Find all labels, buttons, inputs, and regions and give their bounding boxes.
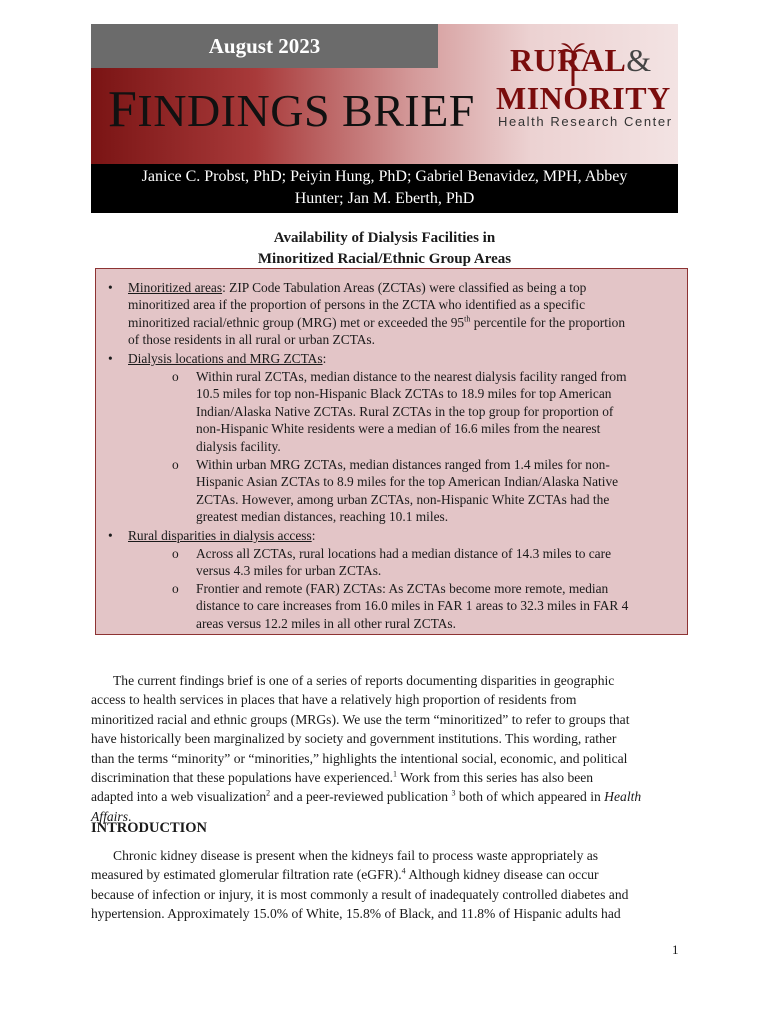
page-number: 1 — [672, 942, 679, 957]
authors-line1: Janice C. Probst, PhD; Peiyin Hung, PhD; Gabriel Benavidez, MPH, Abbey — [141, 168, 628, 185]
bullet-icon: • — [108, 280, 113, 295]
bullet-label: Rural disparities in dialysis access — [128, 528, 312, 543]
intro-paragraph: The current findings brief is one of a series of reports documenting disparities in geographic access to health services in places that have a relatively high proportion of residents from minoritized racial and ethnic groups (MRGs). We use the term “minoritized” to refer to groups that have historically been marginalized by society and government institutions. This wording, rather than the terms “minority” or “minorities,” highlights the intentional social, economic, and political discrimination that these populations have experienced.$^1$ Work from this series has also been adapted into a web visualization$^2$ and a peer-reviewed publication $^3$ both of which appeared in Health Affairs. — [91, 673, 642, 824]
document-title-line1: Availability of Dialysis Facilities in — [273, 230, 496, 246]
brief-title — [108, 80, 475, 139]
introduction-paragraph: Chronic kidney disease is present when the kidneys fail to process waste appropriately as measured by estimated glomerular filtration rate (eGFR).$^4$ Although kidney disease can occur because of infection or injury, it is most commonly a result of inadequately controlled diabetes and hypertension. Approximately 15.0% of White, 15.8% of Black, and 11.8% of Hispanic adults had — [91, 848, 629, 922]
sub-bullet-icon: o — [172, 457, 179, 472]
brief-title-rest: INDINGS BRIEF — [137, 85, 475, 136]
logo-subtitle: Health Research Center — [498, 114, 673, 129]
bullet-label: Dialysis locations and MRG ZCTAs — [128, 351, 323, 366]
date-label: August 2023 — [91, 24, 438, 68]
brief-title-initial: F — [108, 81, 138, 138]
authors-bar — [91, 164, 678, 213]
key-findings-box: • Minoritized areas: ZIP Code Tabulation Areas (ZCTAs) were classified as being a top minoritized area if the proportion of persons in the ZCTA who identified as a specific minoritized racial/ethnic group (MRG) met or exceeded the 95th percentile for the proportion of those residents in all rural or urban ZCTAs. • Dialysis locations and MRG ZCTAs: o Within rural ZCTAs, median distance to the nearest dialysis facility ranged from 10.5 miles for top non-Hispanic Black ZCTAs to 18.9 miles for top American Indian/Alaska Native ZCTAs. Rural ZCTAs in the top group for proportion of non-Hispanic White residents were a median of 16.6 miles from the nearest dialysis facility. o Within urban MRG ZCTAs, median distances ranged from 1.4 miles for non- Hispanic Asian ZCTAs to 8.9 miles for the top American Indian/Alaska Native ZCTAs. However, among urban ZCTAs, non-Hispanic White ZCTAs had the greatest median distances, reaching 10.1 miles. • Rural disparities in dialysis access: o Across all ZCTAs, rural locations had a median distance of 14.3 miles to care versus 4.3 miles for urban ZCTAs. o Frontier and remote (FAR) ZCTAs: As ZCTAs become more remote, median distance to care increases from 16.0 miles in FAR 1 areas to 32.3 miles in FAR 4 areas versus 12.2 miles in all other rural ZCTAs. — [95, 268, 688, 635]
rmhrc-logo — [494, 40, 673, 132]
bullet-icon: • — [108, 528, 113, 543]
bullet-icon: • — [108, 351, 113, 366]
sub-bullet-icon: o — [172, 546, 179, 561]
sub-bullet-icon: o — [172, 581, 179, 596]
logo-line1: RURAL& — [510, 42, 652, 78]
authors-line2: Hunter; Jan M. Eberth, PhD — [294, 190, 475, 207]
document-title — [91, 228, 678, 270]
bullet-label: Minoritized areas — [128, 280, 223, 295]
sub-bullet-icon: o — [172, 369, 179, 384]
logo-line2: MINORITY — [496, 80, 671, 116]
section-heading-introduction: INTRODUCTION — [91, 820, 208, 836]
document-title-line2: Minoritized Racial/Ethnic Group Areas — [257, 251, 512, 267]
